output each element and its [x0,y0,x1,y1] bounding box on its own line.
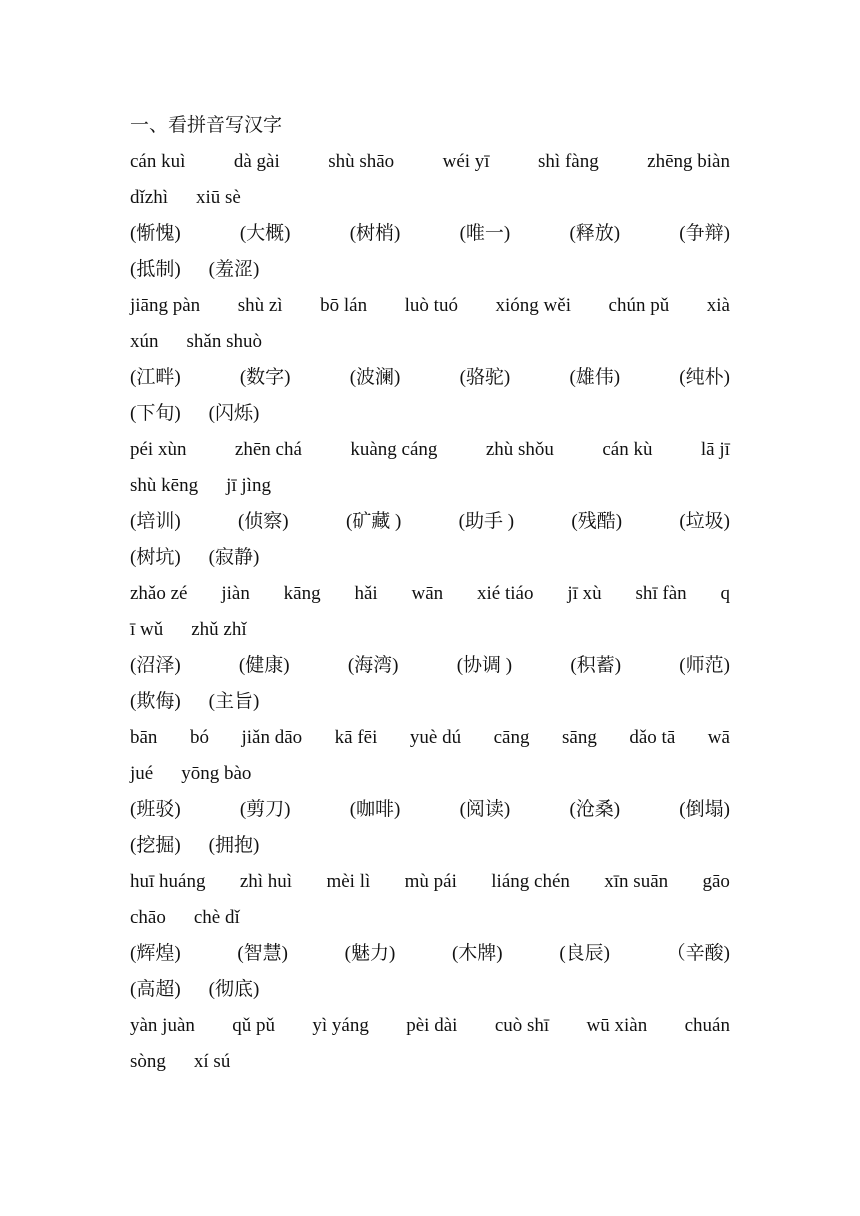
hanzi-answer: （辛酸) [666,943,730,964]
pinyin-line [130,720,730,756]
hanzi-answer: (阅读) [459,799,511,820]
pinyin-item: jiàn [221,583,250,604]
pinyin-item: chāo [130,907,166,928]
hanzi-answer: (健康) [238,655,290,676]
hanzi-line [130,648,730,684]
pinyin-item: jué [130,763,154,784]
pinyin-item: jī xù [567,583,602,604]
pinyin-item: cāng [493,727,530,748]
pinyin-item: zhēn chá [234,439,302,460]
pinyin-line [130,144,730,180]
pinyin-item: luò tuó [404,295,458,316]
pinyin-item: péi xùn [130,439,187,460]
hanzi-answer: (树梢) [349,223,401,244]
pinyin-item: chuán [684,1015,730,1036]
pinyin-item: chè dǐ [193,907,240,928]
hanzi-answer: (残酷) [571,511,623,532]
pinyin-item: dǐzhì [130,187,168,208]
pinyin-line [130,432,730,468]
hanzi-answer: (辉煌) [130,943,181,964]
pinyin-item: shǎn shuò [186,331,262,352]
pinyin-item: wān [411,583,444,604]
hanzi-answer: (波澜) [349,367,401,388]
hanzi-line [130,828,730,864]
pinyin-item: huī huáng [130,871,206,892]
pinyin-item: wéi yī [442,151,490,172]
pinyin-item: xióng wěi [495,295,571,316]
hanzi-answer: (欺侮) [130,691,181,712]
hanzi-answer: (侦察) [237,511,289,532]
hanzi-answer: (挖掘) [130,835,181,856]
pinyin-item: xún [130,331,159,352]
pinyin-item: bō lán [320,295,368,316]
hanzi-answer: (协调 ) [456,655,513,676]
pinyin-line [130,1008,730,1044]
hanzi-line [130,684,730,720]
hanzi-answer: (垃圾) [679,511,730,532]
hanzi-answer: (沧桑) [569,799,621,820]
pinyin-item: yōng bào [181,763,252,784]
pinyin-line [130,180,730,216]
pinyin-line [130,756,730,792]
pinyin-item: shī fàn [635,583,687,604]
hanzi-answer: (木牌) [451,943,503,964]
pinyin-item: jī jìng [226,475,271,496]
hanzi-answer: (江畔) [130,367,181,388]
pinyin-item: cuò shī [494,1015,550,1036]
hanzi-answer: (师范) [679,655,730,676]
pinyin-line [130,324,730,360]
hanzi-answer: (班驳) [130,799,181,820]
pinyin-item: shù shāo [328,151,395,172]
hanzi-answer: (寂静) [208,547,260,568]
hanzi-answer: (高超) [130,979,181,1000]
pinyin-item: liáng chén [491,871,570,892]
pinyin-line [130,612,730,648]
pinyin-item: mù pái [404,871,457,892]
hanzi-line [130,396,730,432]
hanzi-answer: (释放) [569,223,621,244]
pinyin-item: hǎi [354,583,378,604]
pinyin-item: shì fàng [538,151,599,172]
pinyin-item: yì yáng [312,1015,369,1036]
section-heading-line [130,108,730,144]
hanzi-answer: (彻底) [208,979,260,1000]
pinyin-item: bó [189,727,209,748]
pinyin-item: sòng [130,1051,166,1072]
pinyin-item: xié tiáo [477,583,534,604]
pinyin-item: yuè dú [409,727,462,748]
pinyin-item: zhǎo zé [130,583,188,604]
hanzi-answer: (主旨) [208,691,260,712]
hanzi-answer: (纯朴) [679,367,730,388]
hanzi-answer: (沼泽) [130,655,181,676]
pinyin-item: cán kuì [130,151,186,172]
hanzi-answer: (骆驼) [459,367,511,388]
pinyin-item: wā [707,727,730,748]
pinyin-item: mèi lì [326,871,371,892]
pinyin-item: q [720,583,730,604]
pinyin-item: gāo [702,871,730,892]
pinyin-item: kāng [283,583,321,604]
hanzi-line [130,972,730,1008]
pinyin-item: shù kēng [130,475,199,496]
pinyin-item: xīn suān [604,871,669,892]
pinyin-item: jiǎn dāo [241,727,303,748]
pinyin-item: zhǔ zhǐ [191,619,247,640]
hanzi-answer: (助手 ) [458,511,515,532]
pinyin-item: sāng [562,727,597,748]
section-heading: 一、看拼音写汉字 [130,115,283,136]
hanzi-answer: (培训) [130,511,181,532]
pinyin-line [130,576,730,612]
hanzi-answer: (抵制) [130,259,181,280]
hanzi-answer: (咖啡) [349,799,401,820]
pinyin-item: jiāng pàn [130,295,201,316]
pinyin-item: kā fēi [334,727,378,748]
pinyin-item: xiū sè [196,187,241,208]
hanzi-line [130,504,730,540]
hanzi-answer: (剪刀) [239,799,291,820]
hanzi-answer: (积蓄) [570,655,622,676]
pinyin-item: dǎo tā [629,727,676,748]
hanzi-answer: (树坑) [130,547,181,568]
pinyin-line [130,288,730,324]
hanzi-answer: (良辰) [559,943,610,964]
hanzi-answer: (倒塌) [679,799,730,820]
hanzi-line [130,792,730,828]
pinyin-item: kuàng cáng [350,439,438,460]
pinyin-item: xià [706,295,730,316]
hanzi-answer: (闪烁) [208,403,260,424]
hanzi-line [130,216,730,252]
pinyin-item: zhù shǒu [485,439,554,460]
pinyin-item: yàn juàn [130,1015,195,1036]
pinyin-item: dà gài [233,151,280,172]
hanzi-answer: (海湾) [347,655,399,676]
pinyin-item: chún pǔ [608,295,670,316]
hanzi-line [130,936,730,972]
pinyin-item: qǔ pǔ [232,1015,276,1036]
hanzi-answer: (矿藏 ) [345,511,402,532]
hanzi-answer: (大概) [239,223,291,244]
pinyin-item: shù zì [237,295,283,316]
pinyin-item: cán kù [602,439,653,460]
pinyin-item: bān [130,727,158,748]
hanzi-answer: (羞涩) [208,259,260,280]
pinyin-item: lā jī [700,439,730,460]
pinyin-line [130,900,730,936]
exercise-lines [130,144,730,1080]
pinyin-item: zhì huì [239,871,293,892]
hanzi-line [130,540,730,576]
pinyin-item: pèi dài [406,1015,458,1036]
worksheet-page [130,108,730,1080]
pinyin-line [130,468,730,504]
pinyin-item: ī wǔ [130,619,164,640]
pinyin-item: wū xiàn [586,1015,648,1036]
hanzi-answer: (唯一) [459,223,511,244]
hanzi-answer: (争辩) [679,223,730,244]
pinyin-item: zhēng biàn [647,151,730,172]
pinyin-line [130,1044,730,1080]
hanzi-answer: (拥抱) [208,835,260,856]
pinyin-item: xí sú [193,1051,231,1072]
hanzi-answer: (智慧) [237,943,288,964]
hanzi-answer: (雄伟) [569,367,621,388]
hanzi-answer: (惭愧) [130,223,181,244]
pinyin-line [130,864,730,900]
hanzi-answer: (魅力) [344,943,396,964]
hanzi-line [130,360,730,396]
hanzi-answer: (数字) [239,367,291,388]
hanzi-line [130,252,730,288]
hanzi-answer: (下旬) [130,403,181,424]
